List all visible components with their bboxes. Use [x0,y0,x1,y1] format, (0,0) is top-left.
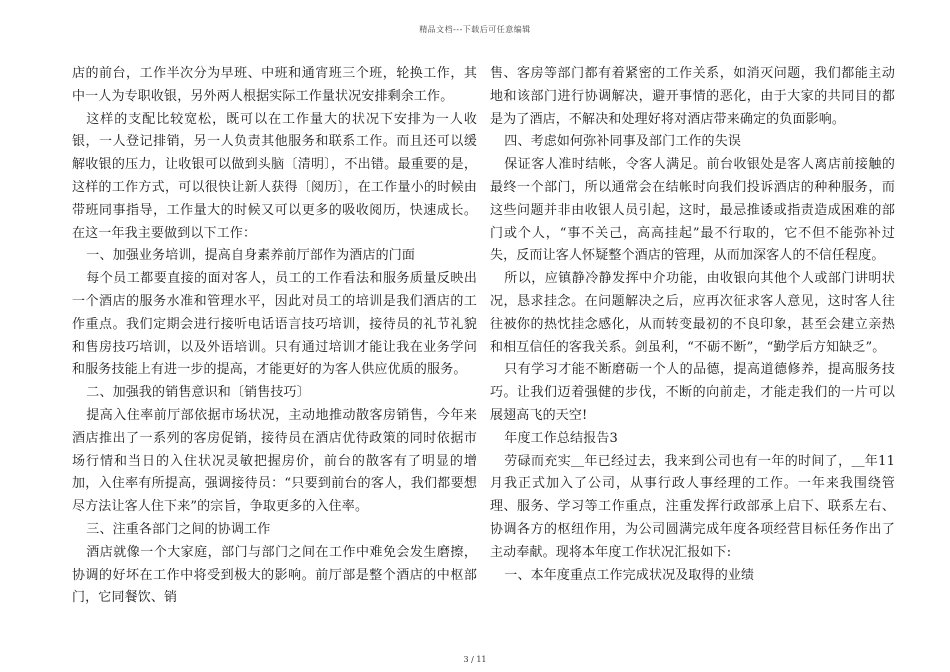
section-heading: 一、加强业务培训，提高自身素养前厅部作为酒店的门面 [86,248,416,264]
paragraph: 酒店就像一个大家庭，部门与部门之间在工作中难免会发生磨擦，协调的好坏在工作中将受到极大的影响。前厅部是整个酒店的中枢部门，它同餐饮、销 [72,544,477,606]
paragraph: 只有学习才能不断磨砺一个人的品德，提高道德修养，提高服务技巧。让我们迈着强健的步伐，不断的向前走，才能走我们的一片可以展翅高飞的天空! [490,362,895,423]
paragraph: 劳碌而充实＿年已经过去，我来到公司也有一年的时间了，＿年11月我正式加入了公司，从事行政人事经理的工作。一年来我围绕管理、服务、学习等工作重点，注重发挥行政部承上启下、联系左右、协调各方的枢纽作用，为公司圆满完成年度各项经营目标任务作出了主动奉献。现将本年度工作状况汇报如下: [490,453,895,560]
paragraph: 每个员工都要直接的面对客人，员工的工作看法和服务质量反映出一个酒店的服务水准和管理水平，因此对员工的培训是我们酒店的工作重点。我们定期会进行接听电话语言技巧培训，接待员的礼节礼貌和售房技巧培训，以及外语培训。只有通过培训才能让我在业务学问和服务技能上有进一步的提高，才能更好的为客人供应优质的服务。 [72,271,477,378]
paragraph: 提高入住率前厅部依据市场状况，主动地推动散客房销售，今年来酒店推出了一系列的客房促销，接待员在酒店优待政策的同时依据市场行情和当日的入住状况灵敏把握房价，前台的散客有了明显的增加，入住率有所提高，强调接待员：“只要到前台的客人，我们都要想尽方法让客人住下来”的宗旨，争取更多的入住率。 [72,407,477,515]
section-heading: 三、注重各部门之间的协调工作 [86,521,271,537]
page-header: 精品文档---下载后可任意编辑 [419,25,531,34]
paragraph: 店的前台，工作半次分为早班、中班和通宵班三个班，轮换工作，其中一人为专职收银，另外两人根据实际工作量状况安排剩余工作。 [72,66,477,104]
section-heading: 一、本年度重点工作完成状况及取得的业绩 [504,567,755,583]
paragraph: 所以，应镇静冷静发挥中介功能，由收银向其他个人或部门讲明状况，恳求挂念。在问题解决之后，应再次征求客人意见，这时客人往往被你的热忱挂念感化，从而转变最初的不良印象，甚至会建立亲热和相互信任的客我关系。剑虽利，“不砺不断”，“勤学后方知缺乏”。 [490,271,895,355]
section-heading: 二、加强我的销售意识和〔销售技巧〕 [86,385,310,401]
paragraph: 售、客房等部门都有着紧密的工作关系，如消灭问题，我们都能主动地和该部门进行协调解决，避开事情的恶化，由于大家的共同目的都是为了酒店，不解决和处理好将对酒店带来确定的负面影响。 [490,66,895,127]
page-indicator: 3 / 11 [463,655,487,664]
section-heading: 四、考虑如何弥补同事及部门工作的失误 [504,134,741,150]
report-title: 年度工作总结报告3 [504,430,618,446]
left-column [72,63,477,610]
right-column [490,63,895,587]
paragraph: 保证客人准时结帐，令客人满足。前台收银处是客人离店前接触的最终一个部门，所以通常会在结帐时向我们投诉酒店的种种服务，而这些问题并非由收银人员引起，这时，最忌推诿或指责造成困难的部门或个人，“事不关己，高高挂起”最不行取的，它不但不能弥补过失，反而让客人怀疑整个酒店的管理，从而加深客人的不信任程度。 [490,157,895,264]
paragraph: 这样的支配比较宽松，既可以在工作量大的状况下安排为一人收银，一人登记排销，另一人负责其他服务和联系工作。而且还可以缓解收银的压力，让收银可以做到头脑〔清明〕，不出错。最重要的是，这样的工作方式，可以很快让新人获得〔阅历〕，在工作量小的时候由带班同事指导，工作量大的时候又可以更多的吸收阅历，快速成长。在这一年我主要做到以下工作： [72,111,477,241]
